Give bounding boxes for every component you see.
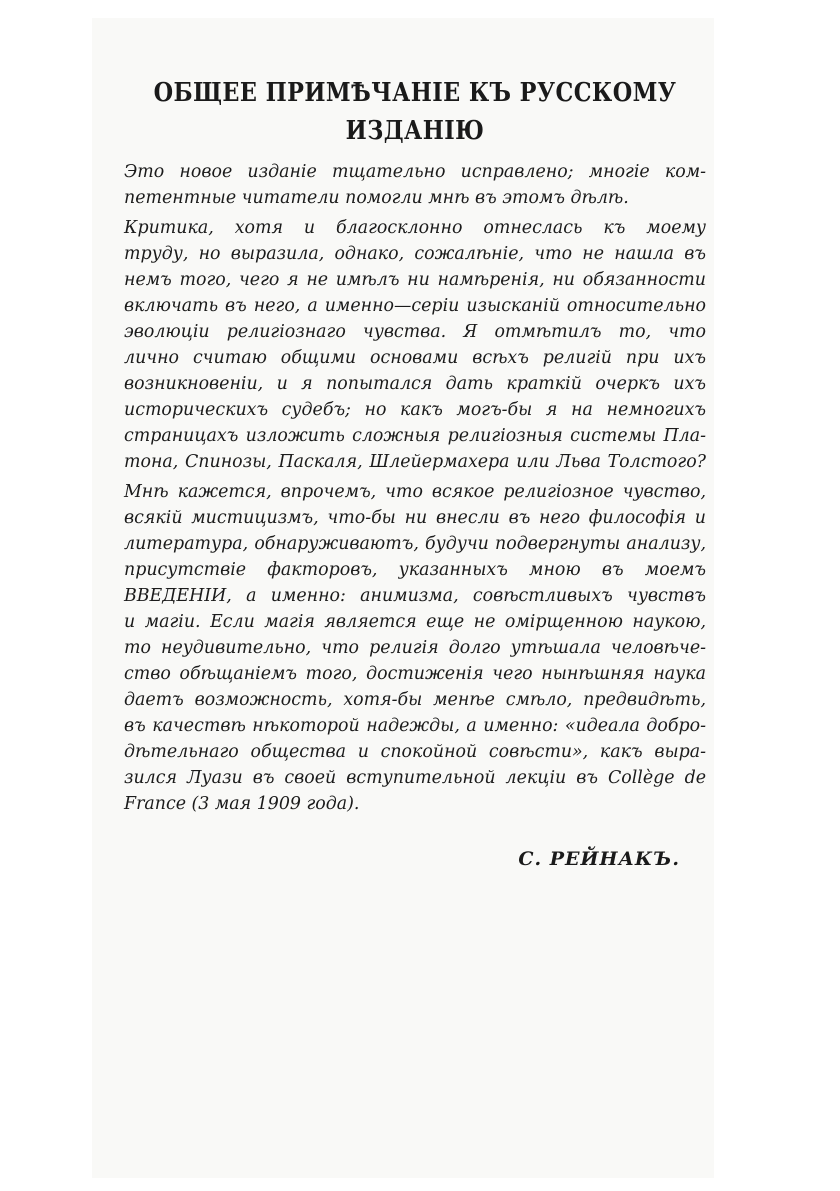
text-line: тона, Спинозы, Паскаля, Шлейермахера или Льва Толстого? xyxy=(124,452,706,472)
text-line: даетъ возможность, хотя-бы менѣе смѣло, предвидѣть, xyxy=(124,690,706,710)
text-line: немъ того, чего я не имѣлъ ни намѣренія, ни обязанности xyxy=(124,270,706,290)
text-line: историческихъ судебъ; но какъ могъ-бы я на немногихъ xyxy=(124,400,706,420)
text-line: петентные читатели помогли мнѣ въ этомъ дѣлѣ. xyxy=(124,188,629,208)
text-line: возникновеніи, и я попытался дать краткій очеркъ ихъ xyxy=(124,374,706,394)
text-line: дѣтельнаго общества и спокойной совѣсти», какъ выра- xyxy=(124,742,706,762)
text-line: эволюціи религіознаго чувства. Я отмѣтилъ то, что xyxy=(124,322,706,342)
text-line: зился Луази въ своей вступительной лекціи въ Collège de xyxy=(124,768,706,788)
page-title-line-2: ИЗДАНІЮ xyxy=(345,116,485,146)
text-line: включать въ него, а именно—серіи изысканій относительно xyxy=(124,296,706,316)
text-line: Критика, хотя и благосклонно отнеслась къ моему xyxy=(124,218,706,238)
text-line: присутствіе факторовъ, указанныхъ мною въ моемъ xyxy=(124,560,706,580)
page-title-line-1: ОБЩЕЕ ПРИМѢЧАНІЕ КЪ РУССКОМУ xyxy=(153,78,677,108)
text-line: въ качествѣ нѣкоторой надежды, а именно: «идеала добро- xyxy=(124,716,706,736)
author-signature: С. РЕЙНАКЪ. xyxy=(518,848,680,870)
text-line: лично считаю общими основами всѣхъ религій при ихъ xyxy=(124,348,706,368)
text-line: France (3 мая 1909 года). xyxy=(124,794,360,814)
text-line: страницахъ изложить сложныя религіозныя системы Пла- xyxy=(124,426,706,446)
text-line: всякій мистицизмъ, что-бы ни внесли въ него философія и xyxy=(124,508,706,528)
text-line: Мнѣ кажется, впрочемъ, что всякое религіозное чувство, xyxy=(124,482,706,502)
text-line: ство обѣщаніемъ того, достиженія чего нынѣшняя наука xyxy=(124,664,706,684)
text-line: то неудивительно, что религія долго утѣшала человѣче- xyxy=(124,638,706,658)
text-line: труду, но выразила, однако, сожалѣніе, что не нашла въ xyxy=(124,244,706,264)
text-line: и магіи. Если магія является еще не омірщенною наукою, xyxy=(124,612,706,632)
text-line: Это новое изданіе тщательно исправлено; многіе ком- xyxy=(124,162,706,182)
text-line: литература, обнаруживаютъ, будучи подвергнуты анализу, xyxy=(124,534,706,554)
text-line: ВВЕДЕНІИ, а именно: анимизма, совѣстливыхъ чувствъ xyxy=(124,586,706,606)
